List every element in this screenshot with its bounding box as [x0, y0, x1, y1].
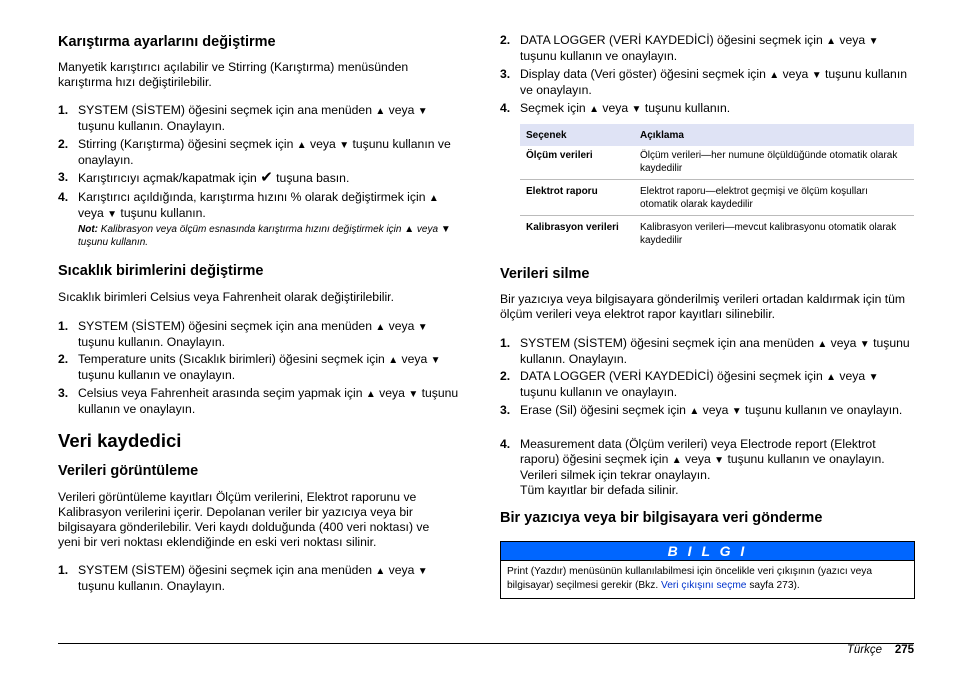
arrow-up-icon	[429, 190, 439, 204]
arrow-up-icon	[826, 33, 836, 47]
arrow-up-icon	[404, 224, 414, 235]
list-item: 1. SYSTEM (SİSTEM) öğesini seçmek için ana menüden ▲ veya ▼ tuşunu kullanın. Onaylayın.	[58, 563, 464, 594]
section-heading-data-logger: Veri kaydedici	[58, 430, 182, 451]
list-item: 2. DATA LOGGER (VERİ KAYDEDİCİ) öğesini seçmek için ▲ veya ▼ tuşunu kullanın ve onaylayın.	[500, 33, 915, 64]
cross-reference-link[interactable]: Veri çıkışını seçme	[660, 579, 747, 591]
footer-language: Türkçe	[846, 644, 882, 656]
temperature-intro: Sıcaklık birimleri Celsius veya Fahrenheit olarak değiştirilebilir.	[58, 290, 394, 304]
arrow-down-icon	[869, 33, 879, 47]
arrow-up-icon	[297, 137, 307, 151]
arrow-up-icon	[769, 67, 779, 81]
table-cell-description: Kalibrasyon verileri—mevcut kalibrasyonu otomatik olarak kaydedilir	[634, 216, 914, 252]
table-row	[520, 180, 914, 216]
list-item: 4. Measurement data (Ölçüm verileri) veya Electrode report (Elektrot raporu) öğesini seçmek için ▲ veya ▼ tuşunu kullanın ve onaylayın. Verileri silmek için tekrar onaylayın. Tüm kayıtlar bir defada silinir.	[500, 437, 915, 498]
delete-data-intro: Bir yazıcıya veya bilgisayara gönderilmiş verileri ortadan kaldırmak için tüm ölçüm verileri veya elektrot rapor kayıtları silinebilir.	[500, 292, 906, 321]
section-heading-mixing: Karıştırma ayarlarını değiştirme	[58, 34, 276, 50]
arrow-up-icon	[689, 403, 699, 417]
list-item: 1. SYSTEM (SİSTEM) öğesini seçmek için ana menüden ▲ veya ▼ tuşunu kullanın. Onaylayın.	[58, 319, 464, 350]
arrow-down-icon	[812, 67, 822, 81]
list-item: 1. SYSTEM (SİSTEM) öğesini seçmek için ana menüden ▲ veya ▼ tuşunu kullanın. Onaylayın.	[500, 336, 910, 367]
arrow-up-icon	[388, 352, 398, 366]
section-heading-send-data: Bir yazıcıya veya bir bilgisayara veri gönderme	[500, 510, 823, 526]
step-extra-text: Tüm kayıtlar bir defada silinir.	[520, 483, 679, 497]
info-box-title: B I L G I	[501, 542, 914, 561]
table-cell-description: Elektrot raporu—elektrot geçmişi ve ölçüm koşulları otomatik olarak kaydedilir	[634, 180, 914, 216]
arrow-down-icon	[107, 206, 117, 220]
footer-divider	[58, 643, 914, 644]
table-row	[520, 216, 914, 252]
table-cell-description: Ölçüm verileri—her numune ölçüldüğünde otomatik olarak kaydedilir	[640, 150, 898, 174]
table-cell-option: Elektrot raporu	[520, 180, 634, 216]
list-item: 2. Temperature units (Sıcaklık birimleri) öğesini seçmek için ▲ veya ▼ tuşunu kullanın ve onaylayın.	[58, 352, 473, 383]
arrow-down-icon	[339, 137, 349, 151]
table-row	[520, 146, 914, 180]
info-box	[500, 541, 915, 599]
table-cell-option: Kalibrasyon verileri	[520, 216, 634, 252]
table-header-option: Seçenek	[520, 124, 634, 146]
list-item: 3. Display data (Veri göster) öğesini seçmek için ▲ veya ▼ tuşunu kullanın ve onaylayın.	[500, 67, 910, 98]
list-item: 4. Karıştırıcı açıldığında, karıştırma hızını % olarak değiştirmek için ▲ veya ▼ tuşunu kullanın.	[58, 190, 464, 222]
arrow-down-icon	[431, 352, 441, 366]
list-item: 2. DATA LOGGER (VERİ KAYDEDİCİ) öğesini seçmek için ▲ veya ▼ tuşunu kullanın ve onaylayın.	[500, 369, 915, 400]
checkmark-icon: ✔	[260, 169, 273, 186]
arrow-down-icon	[732, 403, 742, 417]
arrow-down-icon	[418, 319, 428, 333]
arrow-down-icon	[632, 101, 642, 115]
section-heading-delete-data: Verileri silme	[500, 266, 590, 282]
options-table	[520, 124, 914, 251]
list-item: 3. Karıştırıcıyı açmak/kapatmak için ✔ tuşuna basın.	[58, 169, 350, 186]
page-number: 275	[894, 644, 914, 656]
arrow-up-icon	[375, 319, 385, 333]
arrow-up-icon	[826, 369, 836, 383]
arrow-up-icon	[375, 103, 385, 117]
list-item: 1. SYSTEM (SİSTEM) öğesini seçmek için ana menüden ▲ veya ▼ tuşunu kullanın. Onaylayın.	[58, 103, 464, 134]
note: Not: Kalibrasyon veya ölçüm esnasında karıştırma hızını değiştirmek için ▲ veya ▼ tuşunu kullanın.	[58, 223, 464, 249]
mixing-intro: Manyetik karıştırıcı açılabilir ve Stirring (Karıştırma) menüsünden karıştırma hızı değiştirilebilir.	[58, 60, 409, 89]
arrow-down-icon	[418, 103, 428, 117]
list-item: 4. Seçmek için ▲ veya ▼ tuşunu kullanın.	[500, 101, 910, 117]
list-item: 3. Celsius veya Fahrenheit arasında seçim yapmak için ▲ veya ▼ tuşunu kullanın ve onaylayın.	[58, 386, 464, 417]
arrow-up-icon	[589, 101, 599, 115]
table-cell-option: Ölçüm verileri	[526, 150, 593, 161]
arrow-up-icon	[366, 386, 376, 400]
arrow-up-icon	[375, 563, 385, 577]
view-data-intro: Verileri görüntüleme kayıtları Ölçüm verilerini, Elektrot raporunu ve Kalibrasyon verilerini içerir. Depolanan veriler bir yazıcıya veya bir bilgisayara gönderilebilir. Veri kaydı dolduğunda (400 veri noktası) ve yeni bir veri noktası eklendiğinde en eski veri noktası silinir.	[58, 490, 430, 549]
arrow-up-icon	[672, 452, 682, 466]
arrow-up-icon	[817, 336, 827, 350]
arrow-down-icon	[441, 224, 451, 235]
list-item: 3. Erase (Sil) öğesini seçmek için ▲ veya ▼ tuşunu kullanın ve onaylayın.	[500, 403, 910, 419]
section-heading-temperature: Sıcaklık birimlerini değiştirme	[58, 263, 264, 279]
section-heading-view-data: Verileri görüntüleme	[58, 463, 199, 479]
arrow-down-icon	[418, 563, 428, 577]
list-item: 2. Stirring (Karıştırma) öğesini seçmek için ▲ veya ▼ tuşunu kullanın ve onaylayın.	[58, 137, 468, 168]
info-box-body: Print (Yazdır) menüsünün kullanılabilmesi için öncelikle veri çıkışının (yazıcı veya bilgisayar) seçilmesi gerekir (Bkz. Veri çıkışını seçme sayfa 273).	[507, 566, 873, 591]
arrow-down-icon	[869, 369, 879, 383]
arrow-down-icon	[860, 336, 870, 350]
arrow-down-icon	[408, 386, 418, 400]
table-header-description: Açıklama	[634, 124, 914, 146]
arrow-down-icon	[714, 452, 724, 466]
